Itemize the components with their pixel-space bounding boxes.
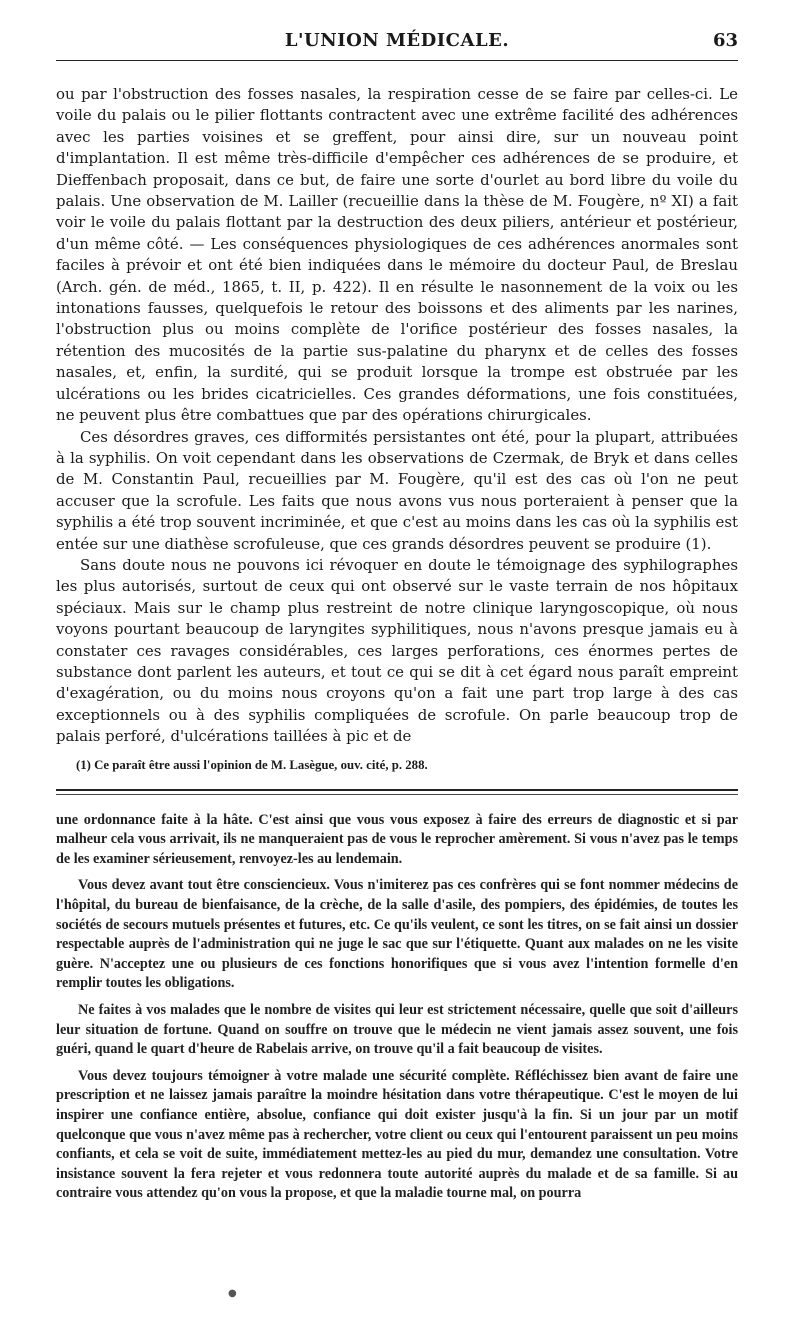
page-header — [56, 22, 738, 62]
article-paragraph: Ces désordres graves, ces difformités persistantes ont été, pour la plupart, attribuées à la syphilis. On voit cependant dans les observations de Czermak, de Bryk et dans celles de M. Constantin Paul, recueillies par M. Fougère, qu'il est des cas où l'on ne peut accuser que la scrofule. Les faits que nous avons vus nous porteraient à penser que la syphilis a été trop souvent incriminée, et que c'est au moins dans les cas où la syphilis est entée sur une diathèse scrofuleuse, que ces grands désordres peuvent se produire (1). — [56, 427, 738, 553]
running-head: L'UNION MÉDICALE. — [284, 30, 510, 51]
feuilleton-paragraph: Ne faites à vos malades que le nombre de visites qui leur est strictement nécessaire, quelle que soit d'ailleurs leur situation de fortune. Quand on souffre on trouve que le médecin ne vient jamais assez souvent, une fois guéri, quand le quart d'heure de Rabelais arrive, on trouve qu'il a fait beaucoup de visites. — [56, 1001, 738, 1058]
article-body — [56, 84, 738, 748]
feuilleton-section — [56, 811, 738, 1204]
header-rule — [56, 60, 738, 61]
feuilleton-paragraph: une ordonnance faite à la hâte. C'est ainsi que vous vous exposez à faire des erreurs de diagnostic et si par malheur cela vous arrivait, ils ne manqueraient pas de vous le reprocher amèrement. Si vous n'avez pas le temps de les examiner sérieusement, renvoyez-les au lendemain. — [56, 811, 738, 867]
page-dot-ornament: ● — [228, 1288, 237, 1299]
feuilleton-separator — [56, 789, 738, 795]
page-number: 63 — [712, 30, 738, 51]
feuilleton-paragraph: Vous devez toujours témoigner à votre malade une sécurité complète. Réfléchissez bien avant de faire une prescription et ne laissez jamais paraître la moindre hésitation dans votre thérapeutique. C'est le moyen de lui inspirer une confiance entière, absolue, confiance qui doit exister jusqu'à la fin. Si un jour par un motif quelconque que vous n'avez même pas à rechercher, votre client ou ceux qui l'entourent paraissent un peu moins confiants, et cela se voit de suite, immédiatement mettez-les au pied du mur, demandez une consultation. Votre insistance souvent la fera rejeter et vous redonnera toute autorité auprès du malade et de sa famille. Si au contraire vous attendez qu'on vous la propose, et que la maladie tourne mal, on pourra — [56, 1067, 738, 1202]
article-paragraph: Sans doute nous ne pouvons ici révoquer en doute le témoignage des syphilographes les plus autorisés, surtout de ceux qui ont observé sur le vaste terrain de nos hôpitaux spéciaux. Mais sur le champ plus restreint de notre clinique laryngoscopique, où nous voyons pourtant beaucoup de laryngites syphilitiques, nous n'avons presque jamais eu à constater ces ravages considérables, ces larges perforations, ces énormes pertes de substance dont parlent les auteurs, et tout ce qui se dit à cet égard nous paraît empreint d'exagération, ou du moins nous croyons qu'on a fait une part trop large à des cas exceptionnels ou à des syphilis compliquées de scrofule. On parle beaucoup trop de palais perforé, d'ulcérations taillées à pic et de — [56, 555, 738, 746]
article-paragraph: ou par l'obstruction des fosses nasales, la respiration cesse de se faire par celles-ci. Le voile du palais ou le pilier flottants contractent avec une extrême facilité des adhérences avec les parties voisines et se greffent, pour ainsi dire, sur un nouveau point d'implantation. Il est même très-difficile d'empêcher ces adhérences de se produire, et Dieffenbach proposait, dans ce but, de faire une sorte d'ourlet au bord libre du voile du palais. Une observation de M. Lailler (recueillie dans la thèse de M. Fougère, nº XI) a fait voir le voile du palais flottant par la destruction des deux piliers, antérieur et postérieur, d'un même côté. — Les conséquences physiologiques de ces adhérences anormales sont faciles à prévoir et ont été bien indiquées dans le mémoire du docteur Paul, de Breslau (Arch. gén. de méd., 1865, t. II, p. 422). Il en résulte le nasonnement de la voix ou les intonations fausses, quelquefois le retour des boissons et des aliments par les narines, l'obstruction plus ou moins complète de l'orifice postérieur des fosses nasales, la rétention des mucosités de la partie sus-palatine du pharynx et de celles des fosses nasales, et, enfin, la surdité, qui se produit lorsque la trompe est obstruée par les ulcérations ou les brides cicatricielles. Ces grandes déformations, une fois constituées, ne peuvent plus être combattues que par des opérations chirurgicales. — [56, 85, 738, 425]
footnote: (1) Ce paraît être aussi l'opinion de M. Lasègue, ouv. cité, p. 288. — [76, 757, 428, 772]
feuilleton-paragraph: Vous devez avant tout être consciencieux. Vous n'imiterez pas ces confrères qui se font nommer médecins de l'hôpital, du bureau de bienfaisance, de la crèche, de la salle d'asile, des pompiers, des épidémies, de toutes les sociétés de secours mutuels présentes et futures, etc. Ce qu'ils veulent, ce sont les titres, on se fait ainsi un dossier respectable auprès de l'administration qui ne juge le sac que sur l'étiquette. Quant aux malades on ne les visite guère. N'acceptez une ou plusieurs de ces fonctions honorifiques que si vous avez l'intention formelle d'en remplir toutes les obligations. — [56, 877, 738, 992]
